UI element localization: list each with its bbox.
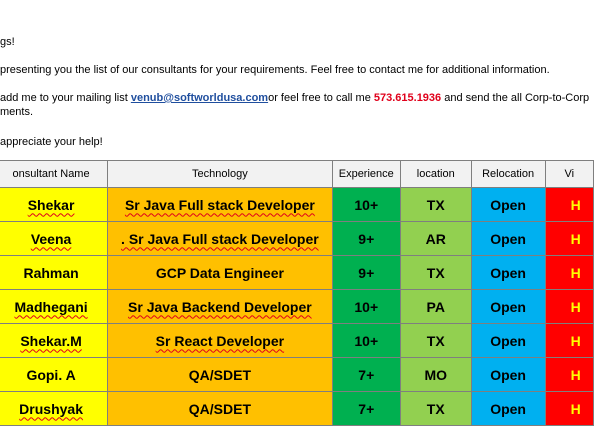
consultant-name-cell-text: Drushyak [19, 400, 83, 417]
relocation-cell-text: Open [490, 264, 526, 281]
consultant-name-cell-text: Madhegani [14, 298, 88, 315]
header-relocation: Relocation [471, 161, 545, 188]
technology-cell [108, 188, 332, 222]
location-cell [400, 324, 471, 358]
consultant-name-cell [0, 256, 108, 290]
visa-cell [545, 290, 593, 324]
relocation-cell-text: Open [490, 298, 526, 315]
visa-cell [545, 188, 593, 222]
consultant-name-cell-text: Rahman [23, 264, 79, 281]
header-experience: Experience [332, 161, 400, 188]
technology-cell-text: QA/SDET [188, 366, 251, 383]
technology-cell-text: Sr React Developer [155, 332, 285, 349]
visa-cell [545, 358, 593, 392]
technology-cell [108, 290, 332, 324]
technology-cell-text: . Sr Java Full stack Developer [121, 230, 319, 247]
consultant-table [0, 160, 594, 426]
location-cell [400, 358, 471, 392]
visa-cell-text: H [570, 196, 581, 213]
technology-cell [108, 358, 332, 392]
table-row [0, 290, 594, 324]
visa-cell [545, 222, 593, 256]
experience-cell [332, 324, 400, 358]
thanks-text: appreciate your help! [0, 136, 103, 148]
relocation-cell-text: Open [490, 366, 526, 383]
visa-cell-text: H [570, 298, 581, 315]
relocation-cell [471, 222, 545, 256]
experience-cell-text: 10+ [354, 332, 379, 349]
experience-cell [332, 188, 400, 222]
table-row [0, 256, 594, 290]
table-row [0, 324, 594, 358]
location-cell-text: AR [425, 230, 446, 247]
visa-cell-text: H [570, 366, 581, 383]
technology-cell-text: GCP Data Engineer [155, 264, 284, 281]
contact-suffix: and send the all Corp-to-Corp [441, 92, 590, 104]
relocation-cell [471, 358, 545, 392]
technology-cell [108, 324, 332, 358]
experience-cell-text: 9+ [358, 264, 375, 281]
visa-cell [545, 256, 593, 290]
visa-cell-text: H [570, 400, 581, 417]
visa-cell-text: H [570, 230, 581, 247]
consultant-name-cell [0, 290, 108, 324]
relocation-cell [471, 188, 545, 222]
experience-cell [332, 392, 400, 426]
experience-cell [332, 222, 400, 256]
consultant-name-cell [0, 358, 108, 392]
contact-line [0, 92, 589, 104]
location-cell [400, 392, 471, 426]
consultant-name-cell [0, 324, 108, 358]
relocation-cell [471, 392, 545, 426]
table-row [0, 392, 594, 426]
experience-cell-text: 7+ [358, 400, 375, 417]
technology-cell-text: Sr Java Backend Developer [128, 298, 312, 315]
location-cell-text: TX [426, 264, 445, 281]
consultant-name-cell-text: Shekar.M [20, 332, 82, 349]
technology-cell [108, 256, 332, 290]
consultant-name-cell-text: Veena [30, 230, 72, 247]
location-cell-text: TX [426, 400, 445, 417]
experience-cell-text: 9+ [358, 230, 375, 247]
location-cell-text: MO [424, 366, 448, 383]
header-consultant-name: onsultant Name [0, 161, 108, 188]
consultant-name-cell-text: Shekar [27, 196, 75, 213]
experience-cell [332, 290, 400, 324]
technology-cell [108, 222, 332, 256]
table-header-row [0, 161, 594, 188]
location-cell [400, 256, 471, 290]
location-cell-text: PA [426, 298, 445, 315]
relocation-cell-text: Open [490, 400, 526, 417]
technology-cell-text: QA/SDET [188, 400, 251, 417]
table-row [0, 222, 594, 256]
technology-cell [108, 392, 332, 426]
consultant-name-cell [0, 188, 108, 222]
consultant-name-cell [0, 222, 108, 256]
technology-cell-text: Sr Java Full stack Developer [124, 196, 315, 213]
experience-cell-text: 7+ [358, 366, 375, 383]
visa-cell-text: H [570, 264, 581, 281]
relocation-cell [471, 256, 545, 290]
relocation-cell-text: Open [490, 332, 526, 349]
intro-paragraph: presenting you the list of our consultants for your requirements. Feel free to contact me for additional information. [0, 64, 550, 76]
relocation-cell [471, 324, 545, 358]
location-cell [400, 188, 471, 222]
contact-prefix: add me to your mailing list [0, 92, 131, 104]
visa-cell [545, 392, 593, 426]
experience-cell [332, 256, 400, 290]
header-location: location [400, 161, 471, 188]
visa-cell-text: H [570, 332, 581, 349]
consultant-name-cell [0, 392, 108, 426]
location-cell-text: TX [426, 332, 445, 349]
table-row [0, 188, 594, 222]
location-cell [400, 290, 471, 324]
greeting-text: gs! [0, 36, 15, 48]
email-link[interactable]: venub@softworldusa.com [130, 92, 269, 104]
consultant-name-cell-text: Gopi. A [26, 366, 76, 383]
header-technology: Technology [108, 161, 332, 188]
location-cell [400, 222, 471, 256]
header-visa: Vi [545, 161, 593, 188]
relocation-cell [471, 290, 545, 324]
experience-cell-text: 10+ [354, 298, 379, 315]
relocation-cell-text: Open [490, 230, 526, 247]
experience-cell [332, 358, 400, 392]
relocation-cell-text: Open [490, 196, 526, 213]
visa-cell [545, 324, 593, 358]
contact-line-continued: ments. [0, 106, 34, 118]
contact-mid: or feel free to call me [268, 92, 374, 104]
location-cell-text: TX [426, 196, 445, 213]
table-row [0, 358, 594, 392]
phone-number: 573.615.1936 [373, 92, 442, 104]
experience-cell-text: 10+ [354, 196, 379, 213]
